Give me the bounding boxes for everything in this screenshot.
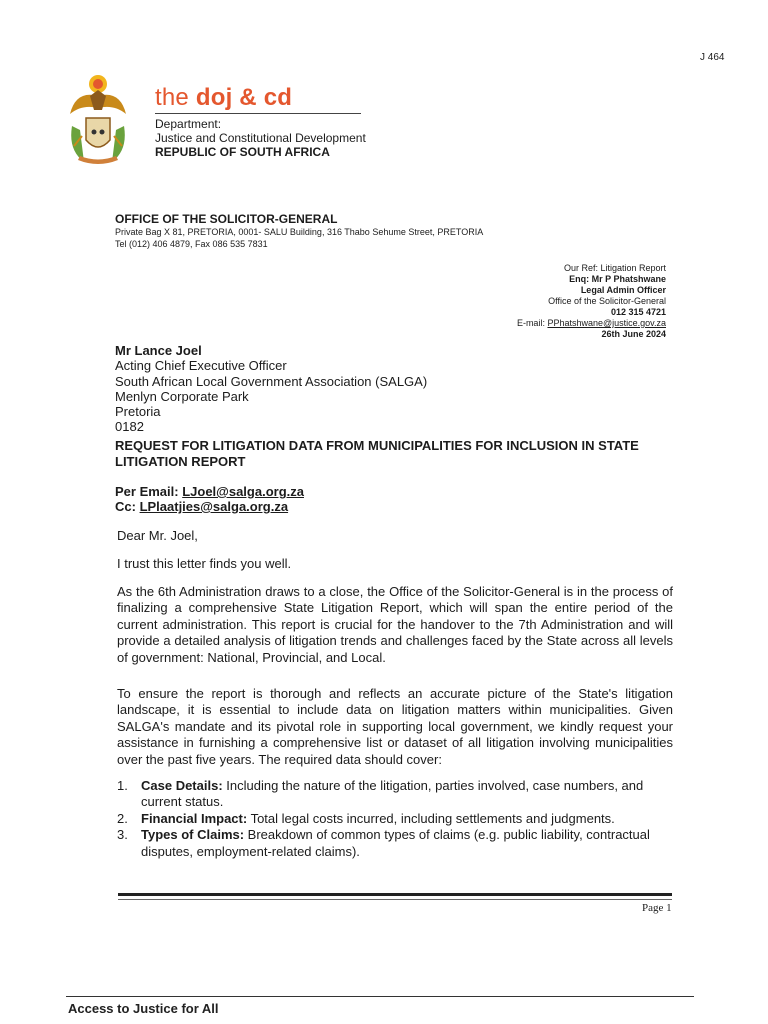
- addressee-postal-code: 0182: [115, 419, 144, 435]
- list-item-number: 2.: [117, 810, 128, 826]
- addressee-organisation: South African Local Government Association (SALGA): [115, 373, 428, 389]
- addressee-block: [115, 343, 427, 435]
- cc-email-label: Cc:: [115, 499, 140, 514]
- letter-date: 26th June 2024: [601, 329, 666, 339]
- department-block: [155, 117, 366, 159]
- office-postal-address: Private Bag X 81, PRETORIA, 0001- SALU Building, 316 Thabo Sehume Street, PRETORIA: [115, 227, 484, 237]
- reference-block: [517, 263, 666, 340]
- enquiries-contact: Enq: Mr P Phatshwane: [569, 274, 666, 284]
- salutation: Dear Mr. Joel,: [117, 528, 198, 543]
- per-email-line: [115, 484, 304, 499]
- document-reference-number: J 464: [700, 52, 725, 63]
- list-item-term: Case Details:: [141, 778, 223, 793]
- list-item: [117, 811, 673, 827]
- cc-email-link[interactable]: LPlaatjies@salga.org.za: [139, 499, 289, 514]
- list-item-term: Types of Claims:: [141, 827, 245, 843]
- list-item-term: Financial Impact:: [141, 810, 248, 826]
- country-name: REPUBLIC OF SOUTH AFRICA: [155, 145, 330, 159]
- addressee-city: Pretoria: [115, 404, 161, 420]
- per-email-label: Per Email:: [115, 484, 183, 499]
- office-address: [115, 226, 483, 250]
- cc-email-line: [115, 499, 304, 514]
- addressee-name: Mr Lance Joel: [115, 343, 202, 358]
- paragraph-request: To ensure the report is thorough and reflects an accurate picture of the State's litigation landscape, it is essential to include data on litigation matters within municipalities. Given SALGA's mandate and its pivotal role in supporting local government, we kindly request your assistance in furnishing a comprehensive list or dataset of all litigation involving municipalities over the past five years. The required data should cover:: [117, 686, 673, 767]
- letter-subject: REQUEST FOR LITIGATION DATA FROM MUNICIPALITIES FOR INCLUSION IN STATE LITIGATION REPORT: [115, 438, 639, 469]
- brand-name: doj & cd: [195, 84, 293, 111]
- contact-email-line: [517, 318, 666, 329]
- dept-name: Justice and Constitutional Development: [155, 131, 366, 145]
- coat-of-arms-icon: [66, 70, 130, 168]
- list-item: [117, 778, 673, 811]
- paragraph-context: As the 6th Administration draws to a close, the Office of the Solicitor-General is in the process of finalizing a comprehensive State Litigation Report, which will span the entire period of the current administration. This report is crucial for the handover to the 7th Administration and will provide a detailed analysis of litigation trends and challenges faced by the State across all levels of government: National, Provincial, and Local.: [117, 584, 673, 665]
- brand-logo-text: [155, 84, 292, 112]
- page-number: Page 1: [642, 902, 672, 914]
- contact-phone: 012 315 4721: [610, 307, 666, 317]
- per-email-link[interactable]: LJoel@salga.org.za: [182, 484, 304, 499]
- contact-email-link[interactable]: PPhatshwane@justice.gov.za: [547, 318, 666, 328]
- footer-slogan: Access to Justice for All: [68, 1001, 219, 1016]
- brand-divider: [155, 113, 361, 114]
- office-title: OFFICE OF THE SOLICITOR-GENERAL: [115, 212, 338, 226]
- contact-office: Office of the Solicitor-General: [548, 296, 666, 306]
- email-recipients: [115, 484, 304, 514]
- required-data-list: [117, 778, 673, 860]
- footer-divider: [66, 996, 694, 997]
- brand-prefix: the: [155, 84, 196, 111]
- page-divider-thin: [118, 899, 672, 900]
- email-label: E-mail:: [516, 318, 548, 328]
- list-item-text: Including the nature of the litigation, parties involved, case numbers, and current status.: [141, 778, 644, 810]
- list-item: [117, 827, 673, 860]
- addressee-title: Acting Chief Executive Officer: [115, 358, 287, 374]
- paragraph-greeting: I trust this letter finds you well.: [117, 556, 292, 571]
- contact-role: Legal Admin Officer: [580, 285, 666, 295]
- list-item-number: 3.: [117, 827, 128, 843]
- list-item-text: Breakdown of common types of claims (e.g. public liability, contractual disputes, employment-related claims).: [141, 827, 650, 859]
- our-reference: Our Ref: Litigation Report: [563, 263, 666, 273]
- office-phone-fax: Tel (012) 406 4879, Fax 086 535 7831: [115, 239, 268, 249]
- list-item-text: Total legal costs incurred, including settlements and judgments.: [247, 810, 615, 826]
- addressee-street: Menlyn Corporate Park: [115, 388, 249, 404]
- list-item-number: 1.: [117, 778, 128, 793]
- dept-label: Department:: [155, 117, 222, 131]
- page-divider-thick: [118, 893, 672, 896]
